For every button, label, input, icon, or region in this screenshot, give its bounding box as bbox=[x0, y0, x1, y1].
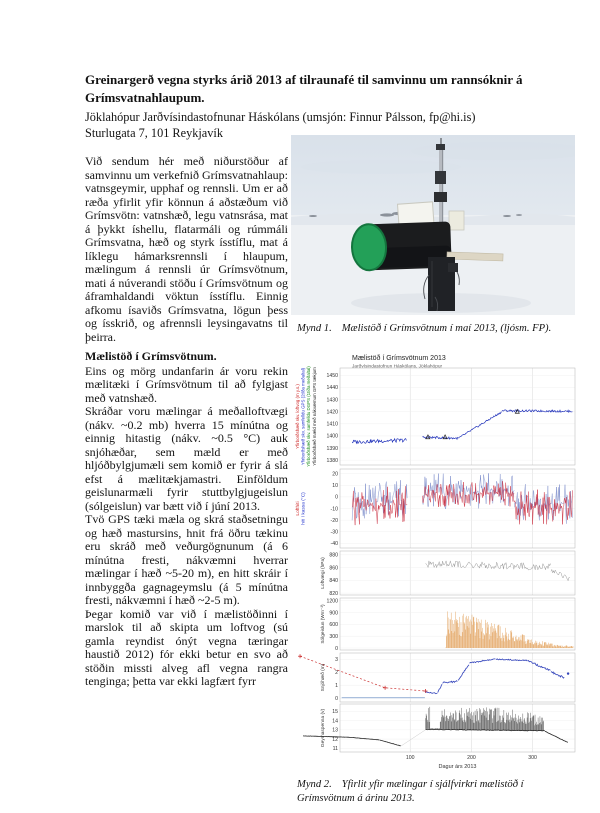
section-heading: Mælistöð í Grímsvötnum. bbox=[85, 349, 217, 363]
svg-text:-30: -30 bbox=[330, 529, 338, 536]
paragraph: Þegar komið var við í mælistöðinni í marslok til að skipta um loftvog (sú gamla reyndist ónýt vegna tæringar haustið 2012) fór ekki betur en svo að stöðin missti alveg afl vegna rangra tenginga; þetta var ekki lagfært fyrr bbox=[85, 606, 288, 688]
svg-text:Yfirborðshæð skv. samfelldu DG: Yfirborðshæð skv. samfelldu DGPS (1tíða meðaltal) bbox=[306, 366, 312, 467]
figure1-caption bbox=[297, 322, 589, 336]
figure1-text: Mælistöð í Grímsvötnum í maí 2013, (ljósm. FP). bbox=[341, 323, 552, 334]
svg-text:1400: 1400 bbox=[326, 433, 338, 440]
paragraph: Við sendum hér með niðurstöður af samvinnu um verkefnið Grímsvatnahlaup: vatnsgeymir, upphaf og rennsli. Um er að ræða yfirlit yfir könnun á aðstæðum við Grímsvötn: vatnshæð, legu vatnsrása, mat á þykkt íshellu, flatarmáli og rúmmáli Grímsvatna, hæð og styrk ísstíflu, mat á líklegu hámarksrennsli í hlaupum, mælingum á rennsli úr Grímsvötnum, mati á núverandi stöðu í Grímsvötnum og áframhaldandi vöktun ísstíflu. Einnig afkomu ísaviðs Grímsvatna, lögun þess og ísskrið, og afrennsli leysingavatns til þeirra. bbox=[85, 154, 288, 344]
svg-text:0: 0 bbox=[335, 645, 338, 652]
svg-text:100: 100 bbox=[405, 755, 415, 761]
svg-text:Yfirborðshæð mæld með nákvæmum: Yfirborðshæð mæld með nákvæmum GPS tækjum bbox=[311, 367, 317, 466]
svg-text:860: 860 bbox=[329, 565, 338, 572]
svg-text:3: 3 bbox=[335, 657, 338, 664]
svg-text:20: 20 bbox=[332, 471, 338, 478]
page-title bbox=[85, 71, 545, 107]
svg-text:Sólgeislun (Wm⁻²): Sólgeislun (Wm⁻²) bbox=[321, 604, 326, 644]
svg-text:-20: -20 bbox=[330, 517, 338, 524]
title-line-1: Greinargerð vegna styrks árið 2013 af tilraunafé til samvinnu um rannsóknir á bbox=[85, 71, 523, 87]
svg-text:Loftvægi (hPa): Loftvægi (hPa) bbox=[321, 557, 326, 589]
figure1-label: Mynd 1. bbox=[297, 323, 332, 334]
svg-text:14: 14 bbox=[332, 718, 338, 725]
svg-text:Jarðvísindastofnun Háskólans,: Jarðvísindastofnun Háskólans, Jöklahópur bbox=[352, 364, 443, 370]
sensor-box-upper bbox=[435, 171, 446, 184]
station-chart-svg bbox=[295, 350, 585, 774]
svg-text:900: 900 bbox=[329, 610, 338, 617]
figure2-text: Yfirlit yfir mælingar í sjálfvirkri mælistöð í Grímsvötnum á árinu 2013. bbox=[297, 779, 524, 804]
small-white-box bbox=[449, 211, 464, 230]
svg-text:-40: -40 bbox=[330, 541, 338, 548]
paragraph: Skráðar voru mælingar á meðalloftvægi (nákv. ~0.2 mb) hverra 15 mínútna og einnig hitastig (nákv. ~0.5 °C) auk snjóhæðar, sem mæld er með hljóðbylgjumæli sem komið er fyrir á slá efst á mælitækjamastri. Einföldum geislunarmæli fyrir stuttbylgjugeislun (sólgeislun) var bætt við í júní 2013. bbox=[85, 404, 288, 513]
svg-text:12: 12 bbox=[332, 736, 338, 743]
byline: Jöklahópur Jarðvísindastofnunar Háskólans (umsjón: Finnur Pálsson, fp@hi.is) bbox=[85, 110, 476, 124]
svg-text:820: 820 bbox=[329, 590, 338, 597]
svg-text:Lofthiti: Lofthiti bbox=[296, 501, 301, 516]
svg-text:1420: 1420 bbox=[326, 409, 338, 416]
svg-text:0: 0 bbox=[335, 695, 338, 702]
svg-text:0: 0 bbox=[335, 494, 338, 501]
svg-text:hiti í kassa (°C): hiti í kassa (°C) bbox=[301, 492, 307, 525]
paragraph: Tvö GPS tæki mæla og skrá staðsetningu og hæð mastursins, hnit frá öðru tækinu eru skráð með veðurgögnunum (á 6 mínútna fresti, nákvæmni hverrar mælingar í hæð ~5-20 m), en hitt skráir í innbyggða gagnageymslu (á 5 mínútna fresti, nákvæmni í hæð ~2-5 m). bbox=[85, 512, 288, 607]
svg-text:-10: -10 bbox=[330, 506, 338, 513]
svg-text:840: 840 bbox=[329, 578, 338, 585]
svg-text:1200: 1200 bbox=[326, 598, 338, 605]
figure2-label: Mynd 2. bbox=[297, 779, 332, 790]
station-photo bbox=[291, 135, 575, 315]
svg-text:Dagur árs 2013: Dagur árs 2013 bbox=[438, 764, 477, 770]
svg-text:1380: 1380 bbox=[326, 457, 338, 464]
paragraph: Eins og mörg undanfarin ár voru rekin mælitæki í Grímsvötnum til að fylgjast með vatnshæð. bbox=[85, 363, 288, 405]
svg-text:15: 15 bbox=[332, 709, 338, 716]
svg-text:11: 11 bbox=[332, 746, 338, 753]
svg-text:1430: 1430 bbox=[326, 397, 338, 404]
svg-text:Mælistöð í Grímsvötnum 2013: Mælistöð í Grímsvötnum 2013 bbox=[352, 355, 446, 362]
svg-text:1410: 1410 bbox=[326, 421, 338, 428]
title-line-2: Grímsvatnahlaupum. bbox=[85, 89, 205, 105]
connector-box bbox=[448, 263, 458, 272]
svg-text:880: 880 bbox=[329, 552, 338, 559]
station-photo-illustration bbox=[291, 135, 575, 315]
address-line: Sturlugata 7, 101 Reykjavík bbox=[85, 126, 223, 140]
svg-text:1450: 1450 bbox=[326, 373, 338, 380]
svg-text:Yfirborðshæð skv. samfelldu GP: Yfirborðshæð skv. samfelldu GPS (2tíða meðaltal) bbox=[300, 367, 306, 466]
station-chart bbox=[295, 350, 585, 774]
svg-text:300: 300 bbox=[528, 755, 537, 761]
svg-text:Geymaspenna (v): Geymaspenna (v) bbox=[321, 708, 326, 748]
svg-text:1390: 1390 bbox=[326, 445, 338, 452]
figure2-caption bbox=[297, 778, 571, 805]
svg-text:200: 200 bbox=[467, 755, 476, 761]
sensor-box-mid bbox=[434, 192, 447, 202]
svg-text:1: 1 bbox=[335, 683, 338, 690]
svg-text:1440: 1440 bbox=[326, 385, 338, 392]
svg-text:10: 10 bbox=[332, 483, 338, 490]
body-text-column bbox=[85, 155, 288, 689]
svg-text:2: 2 bbox=[335, 670, 338, 677]
svg-text:300: 300 bbox=[329, 634, 338, 641]
svg-text:600: 600 bbox=[329, 622, 338, 629]
top-instrument bbox=[436, 144, 445, 150]
svg-text:Yfirborðshæð skv. loftvog (m y: Yfirborðshæð skv. loftvog (m y.s.) bbox=[295, 384, 300, 449]
svg-text:13: 13 bbox=[332, 727, 338, 734]
svg-text:Snjóhæð (m): Snjóhæð (m) bbox=[321, 663, 326, 692]
